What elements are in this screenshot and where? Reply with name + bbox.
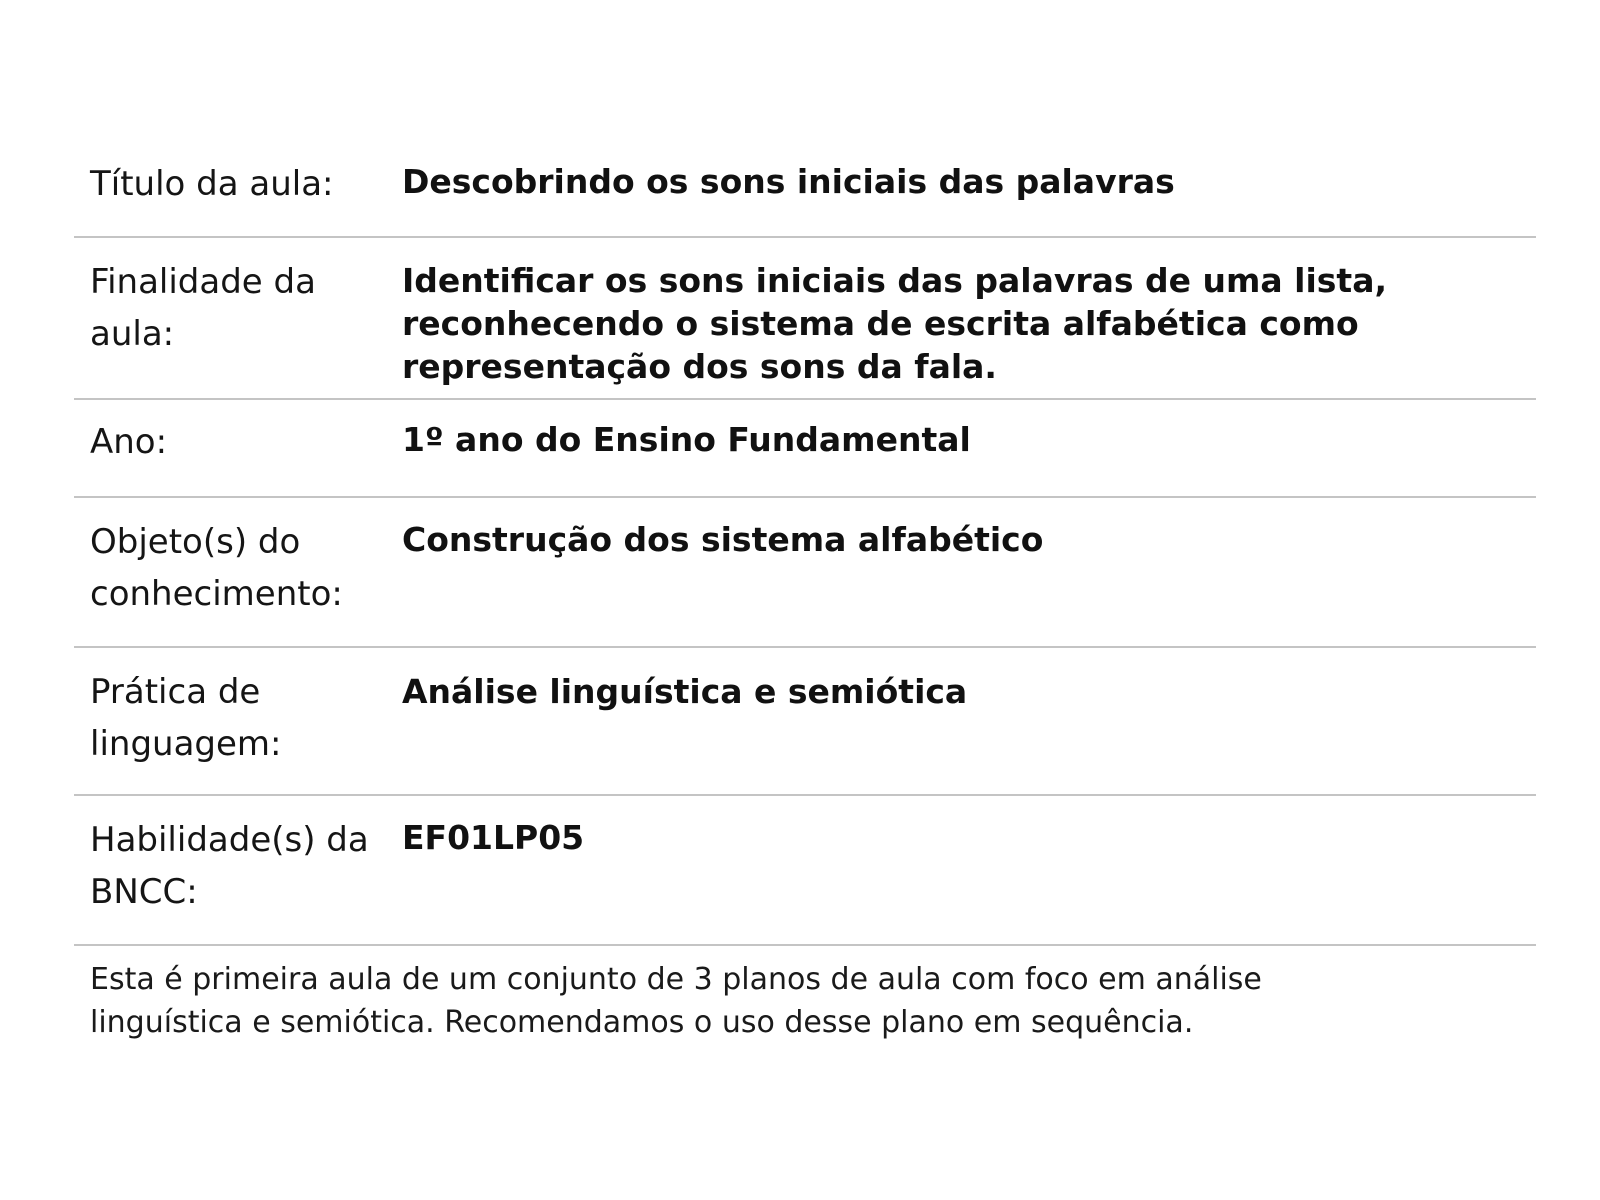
- row-value: 1º ano do Ensino Fundamental: [402, 420, 971, 459]
- row-label: Ano:: [90, 422, 168, 462]
- row-language-practice: [74, 648, 1536, 796]
- row-knowledge-objects: [74, 498, 1536, 648]
- row-label: Título da aula:: [90, 164, 334, 204]
- row-label: Prática de linguagem:: [90, 672, 282, 764]
- sequence-note: Esta é primeira aula de um conjunto de 3 planos de aula com foco em análise linguística e semiótica. Recomendamos o uso desse plano em sequência.: [90, 962, 1262, 1040]
- row-lesson-purpose: [74, 238, 1536, 400]
- row-value: Análise linguística e semiótica: [402, 672, 968, 711]
- row-label: Finalidade da aula:: [90, 262, 316, 354]
- row-bncc-skills: [74, 796, 1536, 946]
- row-label: Habilidade(s) da BNCC:: [90, 820, 369, 912]
- row-lesson-title: [74, 140, 1536, 238]
- row-label: Objeto(s) do conhecimento:: [90, 522, 343, 614]
- row-value: EF01LP05: [402, 818, 585, 857]
- row-grade-year: [74, 400, 1536, 498]
- lesson-plan-table: [74, 140, 1536, 1044]
- row-value: Identificar os sons iniciais das palavras de uma lista, reconhecendo o sistema de escrita alfabética como representação dos sons da fala.: [402, 261, 1388, 386]
- row-value: Descobrindo os sons iniciais das palavras: [402, 162, 1175, 201]
- row-value: Construção dos sistema alfabético: [402, 520, 1044, 559]
